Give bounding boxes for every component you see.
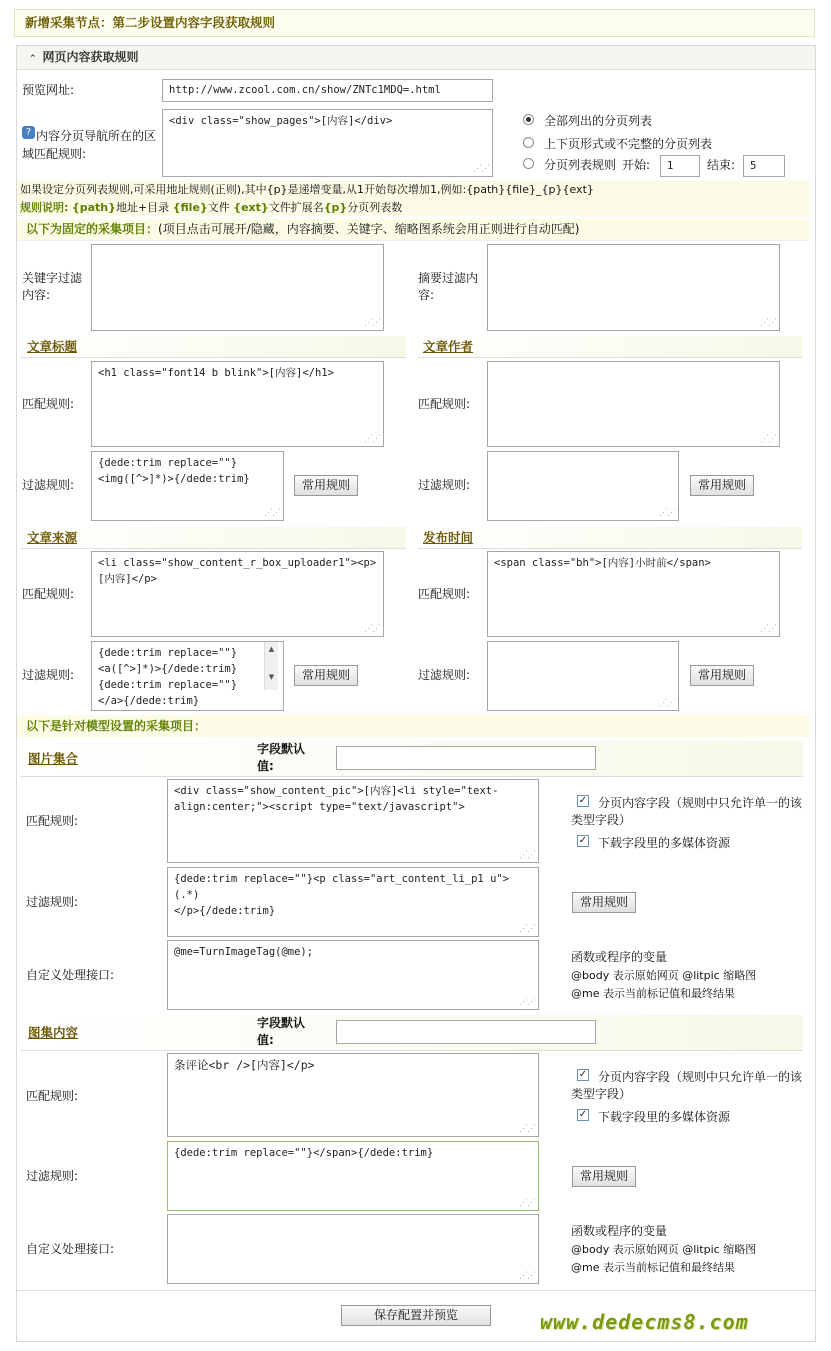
author-common-rules-button[interactable]: 常用规则 (690, 475, 754, 496)
author-filter-textarea[interactable] (487, 451, 679, 521)
resize-grip-icon[interactable]: ⋰⋰ (519, 924, 535, 934)
radio-prev-next[interactable] (523, 137, 534, 148)
body-vars-title: 函数或程序的变量 (571, 1224, 668, 1238)
body-default-label: 字段默认值: (257, 1016, 306, 1047)
radio-list-rule-label: 分页列表规则 (544, 158, 617, 172)
pubtime-match-label: 匹配规则: (418, 587, 471, 601)
pubtime-filter-label: 过滤规则: (418, 668, 471, 682)
pics-match-value: <div class="show_content_pic">[内容]<li style="text- align:center;"><script type="text/javascript"> (174, 785, 499, 813)
source-filter-scrollbar[interactable] (264, 642, 278, 690)
scroll-up-icon[interactable]: ▲ (268, 645, 275, 653)
source-filter-textarea[interactable] (91, 641, 284, 711)
body-vars-line1: @body 表示原始网页 @litpic 缩略图 (571, 1243, 757, 1256)
body-filter-value: {dede:trim replace=""}</span>{/dede:trim} (174, 1147, 434, 1159)
rule-desc-path: 地址+目录 (115, 201, 170, 214)
pics-filter-value: {dede:trim replace=""}<p class="art_content_li_p1 u">(.*) </p>{/dede:trim} (174, 873, 510, 917)
body-field-name[interactable]: 图集内容 (28, 1025, 79, 1040)
body-paged-checkbox[interactable]: ✓ (578, 1069, 588, 1080)
section-header[interactable] (17, 46, 815, 70)
pics-paged-label: 分页内容字段（规则中只允许单一的该类型字段） (571, 796, 803, 827)
model-items-title: 以下是针对模型设置的采集项目： (26, 719, 207, 733)
pubtime-match-value: <span class="bh">[内容]小时前</span> (494, 557, 711, 569)
body-match-label: 匹配规则: (26, 1089, 79, 1103)
pics-filter-textarea[interactable] (167, 867, 539, 937)
title-field-name[interactable]: 文章标题 (27, 339, 78, 354)
rule-tag-ext: {ext} (233, 201, 269, 214)
body-common-rules-button[interactable]: 常用规则 (572, 1166, 636, 1187)
pubtime-filter-textarea[interactable] (487, 641, 679, 711)
end-input[interactable]: 5 (743, 155, 785, 177)
pics-custom-value: @me=TurnImageTag(@me); (174, 946, 314, 958)
radio-all-pages-label: 全部列出的分页列表 (544, 114, 653, 128)
body-paged-label: 分页内容字段（规则中只允许单一的该类型字段） (571, 1070, 803, 1101)
resize-grip-icon[interactable]: ⋰⋰ (473, 164, 489, 174)
preview-url-label: 预览网址: (22, 83, 75, 97)
resize-grip-icon[interactable]: ⋰⋰ (519, 1198, 535, 1208)
pubtime-field-bar (418, 527, 802, 549)
keyword-filter-textarea[interactable] (91, 244, 384, 331)
rule-notes (20, 199, 402, 216)
pubtime-field-name[interactable]: 发布时间 (423, 530, 474, 545)
pubtime-common-rules-button[interactable]: 常用规则 (690, 665, 754, 686)
fixed-items-desc: (项目点击可展开/隐藏，内容摘要、关键字、缩略图系统会用正则进行自动匹配) (158, 222, 580, 236)
pubtime-match-textarea[interactable] (487, 551, 780, 637)
collapse-icon[interactable]: ⌃ (29, 54, 37, 64)
pics-vars-title: 函数或程序的变量 (571, 950, 668, 964)
title-filter-textarea[interactable] (91, 451, 284, 521)
body-filter-label: 过滤规则: (26, 1169, 79, 1183)
rule-tag-file: {file} (172, 201, 208, 214)
pics-custom-label: 自定义处理接口: (26, 968, 115, 982)
help-icon[interactable]: ? (22, 126, 35, 139)
rule-desc-ext: 文件扩展名 (268, 201, 324, 214)
body-filter-textarea[interactable] (167, 1141, 539, 1211)
radio-prev-next-label: 上下页形式或不完整的分页列表 (544, 137, 713, 151)
body-custom-label: 自定义处理接口: (26, 1242, 115, 1256)
source-common-rules-button[interactable]: 常用规则 (294, 665, 358, 686)
pics-filter-label: 过滤规则: (26, 895, 79, 909)
title-field-bar (20, 336, 406, 358)
title-match-label: 匹配规则: (22, 397, 75, 411)
resize-grip-icon[interactable]: ⋰⋰ (264, 508, 280, 518)
paging-region-label: 内容分页导航所在的区域匹配规则: (22, 129, 157, 161)
author-filter-label: 过滤规则: (418, 478, 471, 492)
body-default-input[interactable] (336, 1020, 596, 1044)
title-filter-label: 过滤规则: (22, 478, 75, 492)
pics-vars-line1: @body 表示原始网页 @litpic 缩略图 (571, 969, 757, 982)
rule-desc-file: 文件 (207, 201, 230, 214)
fixed-items-header (26, 221, 579, 238)
pics-field-name[interactable]: 图片集合 (28, 751, 79, 766)
rule-desc-p: 分页列表数 (347, 201, 403, 214)
pics-media-checkbox[interactable]: ✓ (578, 835, 588, 846)
resize-grip-icon[interactable]: ⋰⋰ (364, 624, 380, 634)
resize-grip-icon[interactable]: ⋰⋰ (659, 508, 675, 518)
source-field-name[interactable]: 文章来源 (27, 530, 78, 545)
resize-grip-icon[interactable]: ⋰⋰ (519, 1271, 535, 1281)
start-label: 开始: (622, 158, 651, 172)
pics-match-label: 匹配规则: (26, 814, 79, 828)
end-label: 结束: (707, 158, 736, 172)
author-field-bar (418, 336, 802, 358)
resize-grip-icon[interactable]: ⋰⋰ (659, 698, 675, 708)
pics-media-label: 下载字段里的多媒体资源 (598, 836, 731, 850)
radio-all-pages[interactable] (523, 114, 534, 125)
resize-grip-icon[interactable]: ⋰⋰ (760, 624, 776, 634)
body-match-value: 条评论<br />[内容]</p> (174, 1058, 315, 1072)
pics-default-label: 字段默认值: (257, 742, 306, 773)
author-field-name[interactable]: 文章作者 (423, 339, 474, 354)
rule-notes-label: 规则说明: (20, 201, 69, 214)
pics-custom-textarea[interactable] (167, 940, 539, 1010)
pics-paged-checkbox[interactable]: ✓ (578, 795, 588, 806)
radio-list-rule[interactable] (523, 158, 534, 169)
resize-grip-icon[interactable]: ⋰⋰ (760, 318, 776, 328)
rule-tag-path: {path} (71, 201, 116, 214)
preview-url-input[interactable]: http://www.zcool.com.cn/show/ZNTc1MDQ=.html (162, 79, 493, 102)
pics-default-input[interactable] (336, 746, 596, 770)
resize-grip-icon[interactable]: ⋰⋰ (519, 997, 535, 1007)
author-match-label: 匹配规则: (418, 397, 471, 411)
rule-tag-p: {p} (323, 201, 348, 214)
summary-filter-textarea[interactable] (487, 244, 780, 331)
paging-notes-line: 如果设定分页列表规则,可采用地址规则(正则),其中{p}是递增变量,从1开始每次增加1,例如:{path}{file}_{p}{ext} (20, 183, 594, 196)
title-common-rules-button[interactable]: 常用规则 (294, 475, 358, 496)
summary-filter-label: 摘要过滤内容: (418, 271, 479, 302)
author-match-textarea[interactable] (487, 361, 780, 447)
pics-vars-line2: @me 表示当前标记值和最终结果 (571, 987, 735, 1000)
keyword-filter-label: 关键字过滤内容: (22, 271, 83, 302)
paging-region-textarea[interactable] (162, 109, 493, 177)
scroll-down-icon[interactable]: ▼ (268, 673, 275, 681)
page-title: 新增采集节点：第二步设置内容字段获取规则 (14, 9, 815, 37)
paging-region-value: <div class="show_pages">[内容]</div> (169, 115, 393, 127)
body-media-label: 下载字段里的多媒体资源 (598, 1110, 731, 1124)
title-match-textarea[interactable] (91, 361, 384, 447)
body-vars-line2: @me 表示当前标记值和最终结果 (571, 1261, 735, 1274)
source-filter-value: {dede:trim replace=""} <a([^>]*)>{/dede:trim} {dede:trim replace=""} </a>{/dede:trim} (98, 647, 238, 707)
source-match-label: 匹配规则: (22, 587, 75, 601)
site-watermark: www.dedecms8.com (540, 1310, 749, 1334)
source-filter-label: 过滤规则: (22, 668, 75, 682)
section-title: 网页内容获取规则 (42, 50, 139, 64)
title-match-value: <h1 class="font14 b blink">[内容]</h1> (98, 367, 334, 379)
body-media-checkbox[interactable]: ✓ (578, 1109, 588, 1120)
resize-grip-icon[interactable]: ⋰⋰ (519, 1124, 535, 1134)
source-match-textarea[interactable] (91, 551, 384, 637)
resize-grip-icon[interactable]: ⋰⋰ (364, 318, 380, 328)
resize-grip-icon[interactable]: ⋰⋰ (760, 434, 776, 444)
source-match-value: <li class="show_content_r_box_uploader1"><p> [内容]</p> (98, 557, 377, 585)
pics-common-rules-button[interactable]: 常用规则 (572, 892, 636, 913)
save-and-preview-button[interactable]: 保存配置并预览 (341, 1305, 491, 1326)
start-input[interactable]: 1 (660, 155, 700, 177)
source-field-bar (20, 527, 406, 549)
divider (17, 1290, 815, 1291)
pics-match-textarea[interactable] (167, 779, 539, 863)
resize-grip-icon[interactable]: ⋰⋰ (364, 434, 380, 444)
resize-grip-icon[interactable]: ⋰⋰ (519, 850, 535, 860)
body-custom-textarea[interactable] (167, 1214, 539, 1284)
body-match-textarea[interactable] (167, 1053, 539, 1137)
fixed-items-title: 以下为固定的采集项目： (26, 222, 159, 236)
title-filter-value: {dede:trim replace=""} <img([^>]*)>{/dede:trim} (98, 457, 250, 485)
